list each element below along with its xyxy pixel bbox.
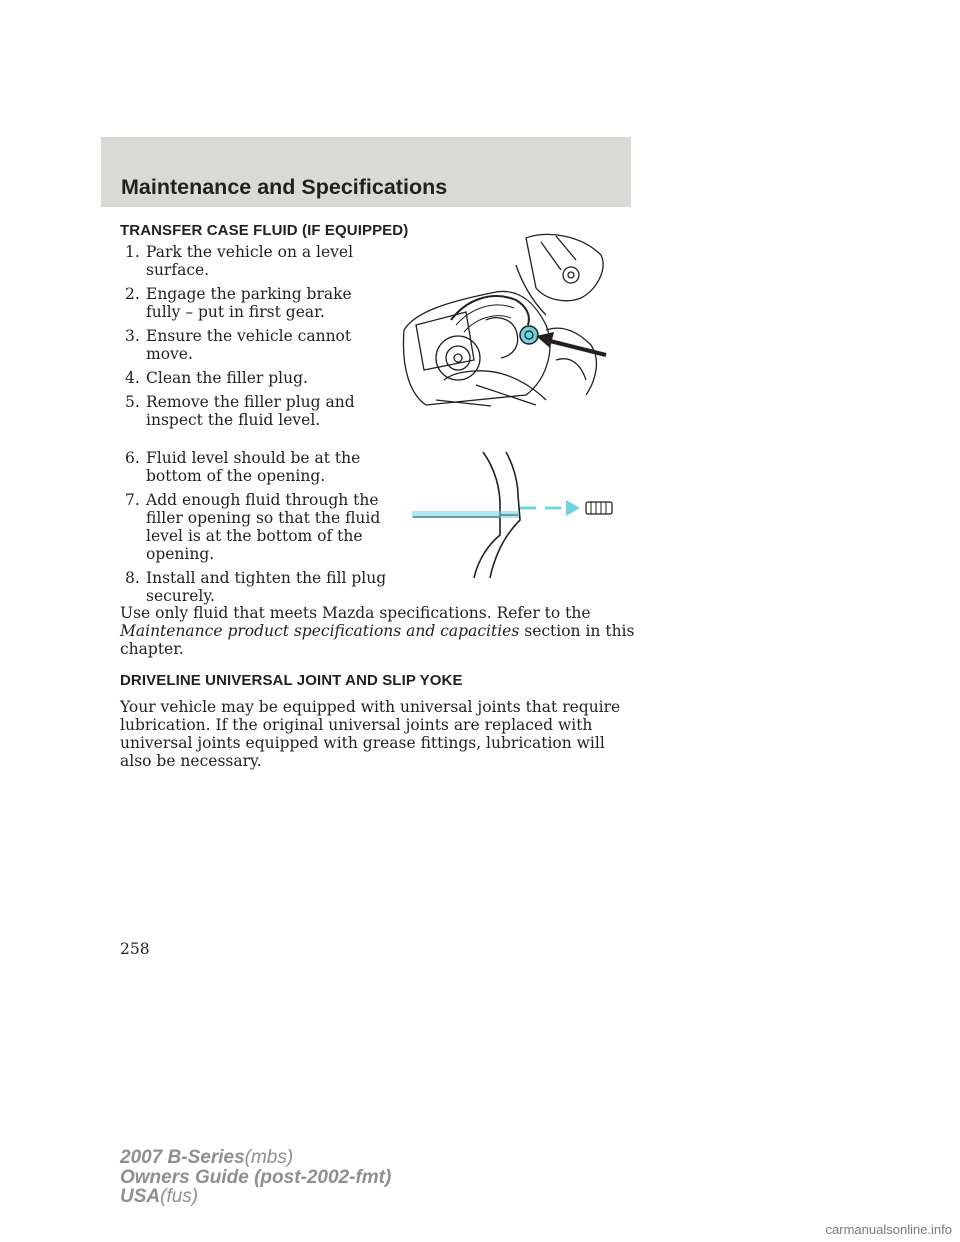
fluid-spec-note: Use only fluid that meets Mazda specifications. Refer to the Maintenance product specifications and capacities section in this chapter. [120, 604, 635, 658]
fluid-level-diagram [408, 450, 618, 580]
page-number: 258 [120, 940, 150, 958]
section-title: Maintenance and Specifications [121, 175, 448, 199]
spec-section-reference: Maintenance product specifications and capacities [120, 622, 520, 640]
transfer-case-steps [120, 243, 390, 611]
driveline-heading: DRIVELINE UNIVERSAL JOINT AND SLIP YOKE [120, 672, 463, 689]
driveline-body: Your vehicle may be equipped with universal joints that require lubrication. If the original universal joints are replaced with universal joints equipped with grease fittings, lubrication will also be necessary. [120, 698, 621, 770]
document-footer: 2007 B-Series(mbs) Owners Guide (post-2002-fmt) USA(fus) [120, 1147, 392, 1207]
list-item: 6. Fluid level should be at the bottom of the opening. [125, 449, 361, 485]
transfer-case-illustration [396, 230, 614, 412]
list-item: 3. Ensure the vehicle cannot move. [125, 327, 352, 363]
list-item: 8. Install and tighten the fill plug securely. [125, 569, 387, 605]
section-header-band [101, 137, 631, 207]
list-item: 5. Remove the filler plug and inspect the fluid level. [125, 393, 355, 429]
list-item: 2. Engage the parking brake fully – put in first gear. [125, 285, 352, 321]
list-item: 7. Add enough fluid through the filler opening so that the fluid level is at the bottom of the opening. [125, 491, 381, 563]
transfer-case-heading: TRANSFER CASE FLUID (IF EQUIPPED) [120, 222, 409, 239]
list-item: 4. Clean the filler plug. [125, 369, 308, 387]
filler-plug-icon [586, 502, 612, 514]
list-item: 1. Park the vehicle on a level surface. [125, 243, 354, 279]
watermark: carmanualsonline.info [825, 1222, 952, 1237]
